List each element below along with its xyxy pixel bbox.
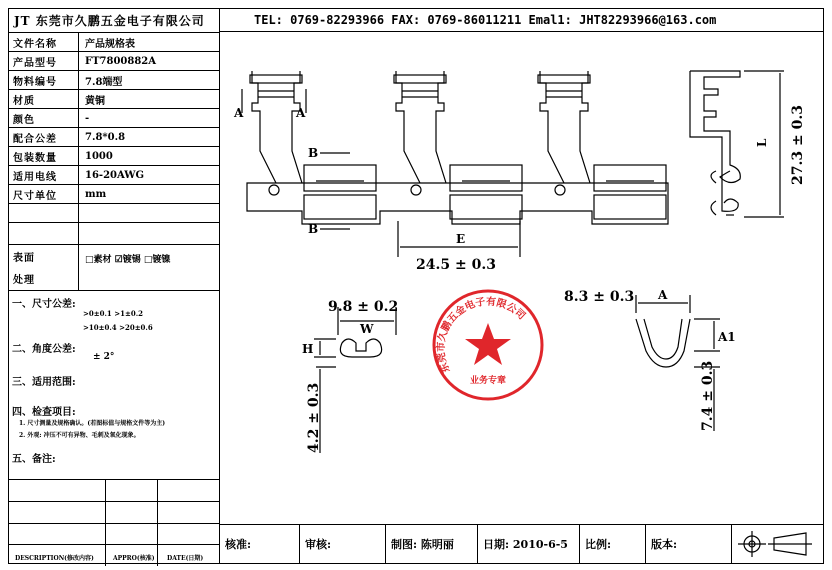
inspect-line: 2. 外观: 冲压不可有异物、毛刺及氧化现象。 — [19, 432, 140, 439]
spec-row — [9, 109, 219, 128]
spec-label: 颜色 — [9, 109, 79, 127]
spec-row — [9, 52, 219, 71]
section-label-A: A — [234, 106, 244, 120]
surface-options: □素材 ☑镀锡 □镀镍 — [85, 255, 171, 265]
w-right-dimension-text: 8.3 ± 0.3 — [564, 289, 635, 305]
dim-label-A-right: A — [658, 288, 668, 302]
spec-label: 适用电线 — [9, 166, 79, 184]
h-right-dimension-text: 7.4 ± 0.3 — [700, 360, 716, 431]
spec-label: 物料编号 — [9, 71, 79, 89]
side-view — [690, 71, 740, 215]
surface-label: 处理 — [13, 275, 35, 287]
spec-table — [8, 8, 220, 564]
dim-label-E: E — [456, 232, 466, 246]
spec-value: 产品规格表 — [85, 38, 135, 50]
spec-value: mm — [85, 188, 107, 200]
cross-section-left — [314, 307, 396, 453]
date-label: DATE(日期) — [167, 555, 204, 562]
spec-value: 7.8*0.8 — [85, 131, 126, 143]
description-label: DESCRIPTION(修改内容) — [15, 555, 94, 562]
spec-label: 材质 — [9, 90, 79, 108]
draw-field: 制图: 陈明丽 — [386, 525, 478, 563]
angle-title: 二、角度公差: — [12, 344, 76, 355]
range-title: 三、适用范围: — [12, 377, 76, 388]
h-left-dimension-text: 4.2 ± 0.3 — [306, 382, 322, 453]
dim-label-H: H — [302, 342, 314, 356]
drawing-svg — [220, 31, 824, 525]
company-title: JT 东莞市久鹏五金电子有限公司 — [9, 9, 219, 33]
remark-title: 五、备注: — [12, 454, 56, 465]
tolerance-title: 一、尺寸公差: — [12, 299, 76, 310]
spec-row — [9, 33, 219, 52]
angle-value: ± 2° — [93, 352, 115, 362]
contact-header: TEL: 0769-82293966 FAX: 0769-86011211 Emal1: JHT82293966@163.com — [220, 8, 824, 32]
dim-label-W: W — [360, 322, 374, 336]
projection-symbol — [732, 525, 824, 563]
surface-row — [9, 245, 219, 291]
approve-label: APPRO(核准) — [113, 555, 155, 562]
scale-field: 比例: — [580, 525, 646, 563]
spec-row — [9, 71, 219, 90]
dim-label-L: L — [755, 138, 769, 147]
drawing-area — [220, 31, 824, 525]
spec-row — [9, 90, 219, 109]
spec-row-empty — [9, 223, 219, 245]
spec-label: 文件名称 — [9, 33, 79, 51]
spec-row — [9, 166, 219, 185]
spec-value: 黄铜 — [85, 95, 105, 107]
review-field: 审核: — [300, 525, 386, 563]
revision-grid — [9, 479, 219, 566]
pitch-dimension-text: 24.5 ± 0.3 — [416, 257, 496, 273]
dim-label-A1: A1 — [718, 330, 736, 344]
spec-label: 尺寸单位 — [9, 185, 79, 203]
surface-label: 表面 — [13, 252, 35, 264]
tolerance-line: >0±0.1 >1±0.2 — [83, 309, 143, 318]
height-dimension-text: 27.3 ± 0.3 — [790, 105, 806, 185]
stamp-text: 东莞市久鹏五金电子有限公司 — [435, 296, 527, 375]
date-field: 日期: 2010-6-5 — [478, 525, 580, 563]
inspect-line: 1. 尺寸测量及规格确认。(若图标值与规格文件等为主) — [19, 420, 166, 427]
spec-value: - — [85, 112, 90, 124]
spec-row — [9, 185, 219, 204]
title-block — [220, 525, 824, 564]
spec-row-empty — [9, 204, 219, 223]
spec-label: 产品型号 — [9, 52, 79, 70]
tolerance-line: >10±0.4 >20±0.6 — [83, 323, 153, 332]
spec-value: FT7800882A — [85, 55, 157, 67]
spec-row — [9, 128, 219, 147]
section-label-A: A — [296, 106, 306, 120]
section-label-B: B — [308, 146, 319, 160]
version-field: 版本: — [646, 525, 732, 563]
spec-label: 包装数量 — [9, 147, 79, 165]
inspect-title: 四、检查项目: — [12, 407, 76, 418]
width-dimension-text: 9.8 ± 0.2 — [328, 299, 399, 315]
section-label-B: B — [308, 222, 319, 236]
stamp-subtitle: 业务专章 — [469, 376, 507, 386]
spec-value: 1000 — [85, 150, 113, 162]
check-field: 核准: — [220, 525, 300, 563]
company-stamp — [434, 291, 542, 399]
spec-label: 配合公差 — [9, 128, 79, 146]
spec-value: 7.8端型 — [85, 76, 123, 88]
spec-row — [9, 147, 219, 166]
spec-value: 16-20AWG — [85, 169, 145, 181]
